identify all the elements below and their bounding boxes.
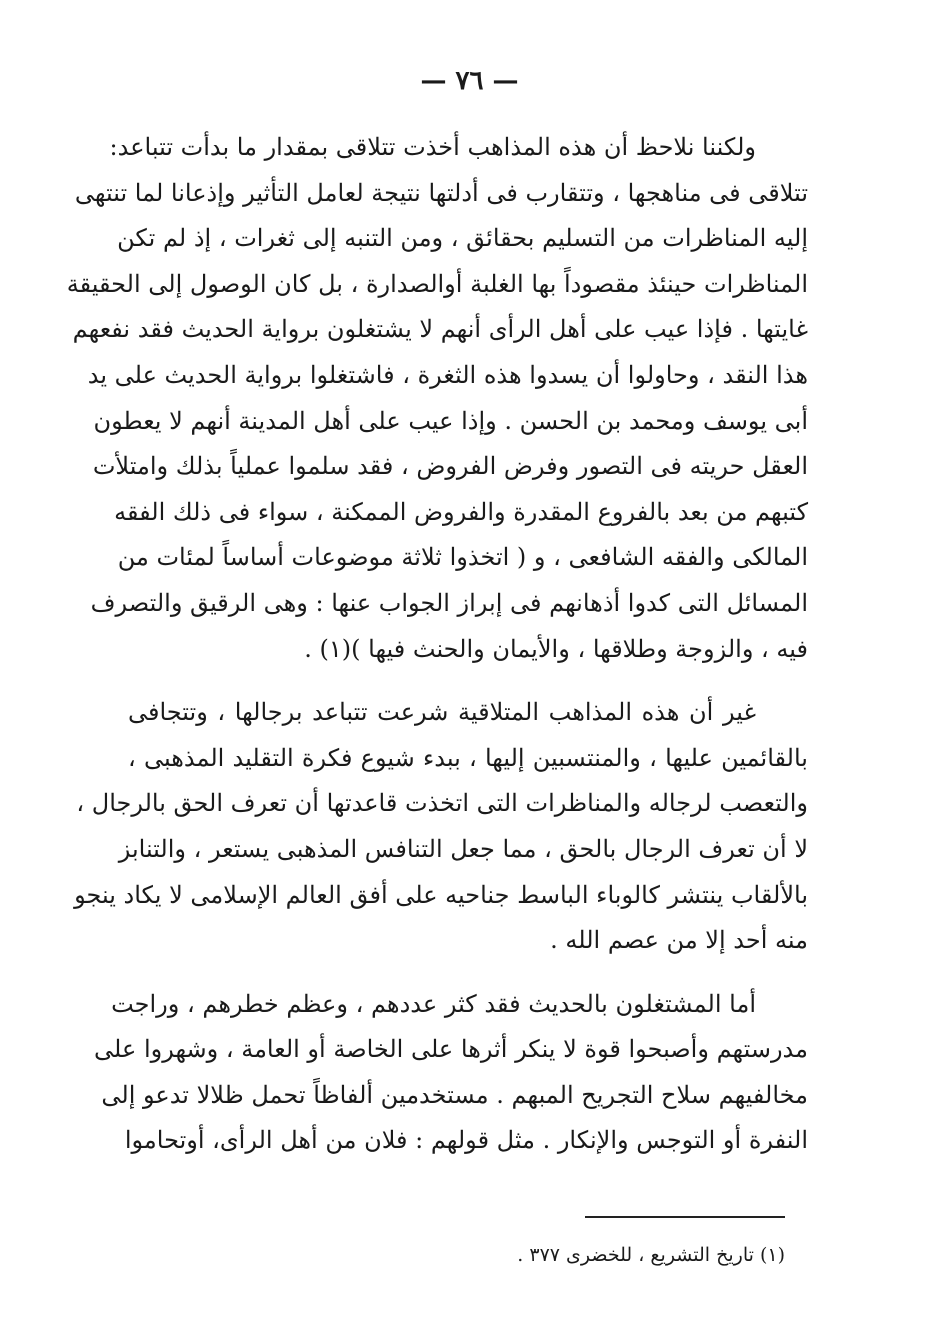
footnote: (١) تاريخ التشريع ، للخضرى ٣٧٧ . [517,1244,785,1266]
text-line: ولكننا نلاحظ أن هذه المذاهب أخذت تتلاقى بمقدار ما بدأت تتباعد: [109,133,756,161]
text-line: مخالفيهم سلاح التجريح المبهم . مستخدمين ألفاظاً تحمل ظلالا تدعو إلى [101,1080,808,1109]
text-line: منه أحد إلا من عصم الله . [550,926,808,955]
text-line: المسائل التى كدوا أذهانهم فى إبراز الجواب عنها : وهى الرقيق والتصرف [90,588,808,617]
text-line: كتبهم من بعد بالفروع المقدرة والفروض الممكنة ، سواء فى ذلك الفقه [114,497,808,526]
text-line: إليه المناظرات من التسليم بحقائق ، ومن التنبه إلى ثغرات ، إذ لم تكن [117,224,808,253]
text-line: بالألقاب ينتشر كالوباء الباسط جناحيه على أفق العالم الإسلامى لا يكاد ينجو [74,880,808,909]
text-line: بالقائمين عليها ، والمنتسبين إليها ، ببدء شيوع فكرة التقليد المذهبى ، [128,743,808,772]
page-number: — ٧٦ — [420,66,519,96]
text-line: العقل حريته فى التصور وفرض الفروض ، فقد سلموا عملياً بذلك وامتلأت [92,452,808,481]
text-line: لا أن تعرف الرجال بالحق ، مما جعل التنافس المذهبى يستعر ، والتنابز [118,834,808,863]
text-line: غايتها . فإذا عيب على أهل الرأى أنهم لا يشتغلون برواية الحديث فقد نفعهم [72,315,808,344]
paragraph-2 [74,690,808,964]
text-line: أما المشتغلون بالحديث فقد كثر عددهم ، وعظم خطرهم ، وراجت [111,989,756,1018]
text-line: هذا النقد ، وحاولوا أن يسدوا هذه الثغرة ، فاشتغلوا برواية الحديث على يد [87,360,808,389]
text-line: فيه ، والزوجة وطلاقها ، والأيمان والحنث فيها )(١) . [304,634,808,663]
body-text [66,125,808,1182]
text-line: غير أن هذه المذاهب المتلاقية شرعت تتباعد برجالها ، وتتجافى [128,698,756,727]
text-line: والتعصب لرجاله والمناظرات التى اتخذت قاعدتها أن تعرف الحق بالرجال ، [76,789,808,818]
paragraph-1 [66,125,808,672]
text-line: المناظرات حينئذ مقصوداً بها الغلبة أوالصدارة ، بل كان الوصول إلى الحقيقة [66,269,808,298]
text-line: تتلاقى فى مناهجها ، وتتقارب فى أدلتها نتيجة لعامل التأثير وإذعانا لما تنتهى [74,178,808,207]
text-line: المالكى والفقه الشافعى ، و ( اتخذوا ثلاثة موضوعات أساساً لمئات من [117,543,808,572]
footnote-divider [585,1216,785,1218]
text-line: النفرة أو التوجس والإنكار . مثل قولهم : فلان من أهل الرأى، أوتحاموا [124,1126,808,1155]
paragraph-3 [94,982,808,1164]
text-line: أبى يوسف ومحمد بن الحسن . وإذا عيب على أهل المدينة أنهم لا يعطون [93,406,808,435]
text-line: مدرستهم وأصبحوا قوة لا ينكر أثرها على الخاصة أو العامة ، وشهروا على [94,1035,808,1064]
